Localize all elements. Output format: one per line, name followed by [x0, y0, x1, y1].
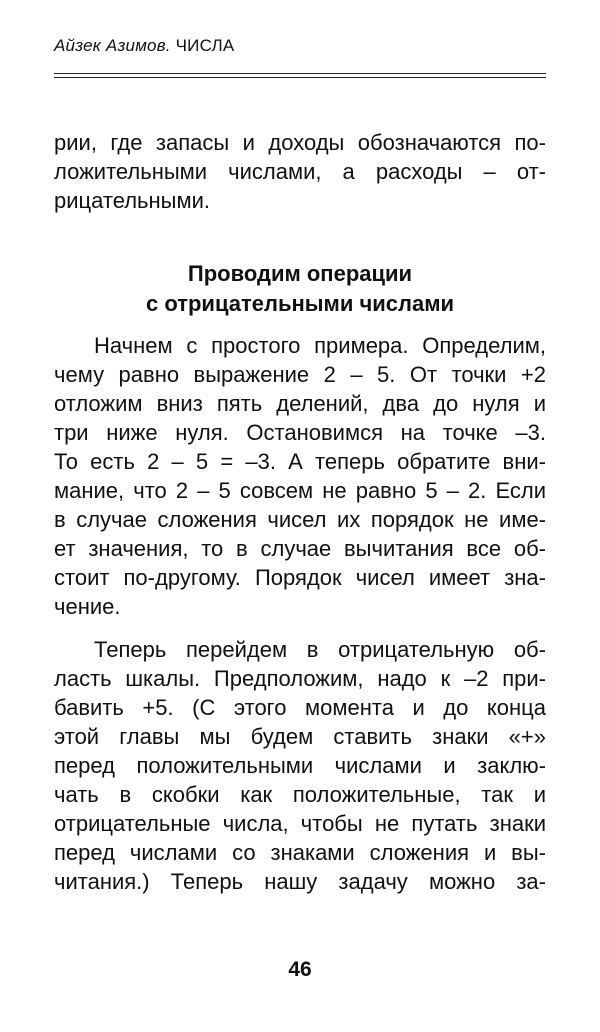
text-line: Начнем с простого примера. Определим,: [94, 333, 546, 358]
text-line: ложительными числами, а расходы – от-: [54, 159, 546, 184]
text-line: в случае сложения чисел их порядок не име-: [54, 507, 546, 532]
text-line: мание, что 2 – 5 совсем не равно 5 – 2. Если: [54, 478, 546, 503]
text-line: три ниже нуля. Остановимся на точке –3.: [54, 420, 546, 445]
text-line: чение.: [54, 594, 121, 619]
text-line: бавить +5. (С этого момента и до конца: [54, 695, 546, 720]
page-number: 46: [288, 958, 312, 981]
text-line: чему равно выражение 2 – 5. От точки +2: [54, 362, 546, 387]
section-heading: [54, 259, 546, 319]
text-line: перед числами со знаками сложения и вы-: [54, 840, 546, 865]
text-line: ет значения, то в случае вычитания все об-: [54, 536, 546, 561]
text-line: чать в скобки как положительные, так и: [54, 782, 546, 807]
header-author: Айзек Азимов.: [54, 36, 171, 55]
header-rule-top: [54, 73, 546, 74]
text-line: рии, где запасы и доходы обозначаются по-: [54, 130, 546, 155]
text-line: Теперь перейдем в отрицательную об-: [94, 637, 546, 662]
intro-paragraph: [54, 128, 546, 215]
text-line: стоит по-другому. Порядок чисел имеет зна-: [54, 565, 546, 590]
text-line: отложим вниз пять делений, два до нуля и: [54, 391, 546, 416]
text-line: читания.) Теперь нашу задачу можно за-: [54, 869, 546, 894]
heading-line: с отрицательными числами: [145, 291, 455, 316]
text-line: отрицательные числа, чтобы не путать знаки: [54, 811, 546, 836]
text-line: перед положительными числами и заклю-: [54, 753, 546, 778]
heading-line: Проводим операции: [187, 261, 413, 286]
text-line: этой главы мы будем ставить знаки «+»: [54, 724, 546, 749]
paragraph-2: [54, 635, 546, 896]
paragraph-1: [54, 331, 546, 621]
header-title: ЧИСЛА: [175, 36, 235, 55]
text-line: ласть шкалы. Предположим, надо к –2 при-: [54, 666, 546, 691]
header-rule-bottom: [54, 77, 546, 78]
text-line: То есть 2 – 5 = –3. А теперь обратите вни-: [54, 449, 546, 474]
text-line: рицательными.: [54, 188, 210, 213]
running-header: [54, 36, 234, 56]
